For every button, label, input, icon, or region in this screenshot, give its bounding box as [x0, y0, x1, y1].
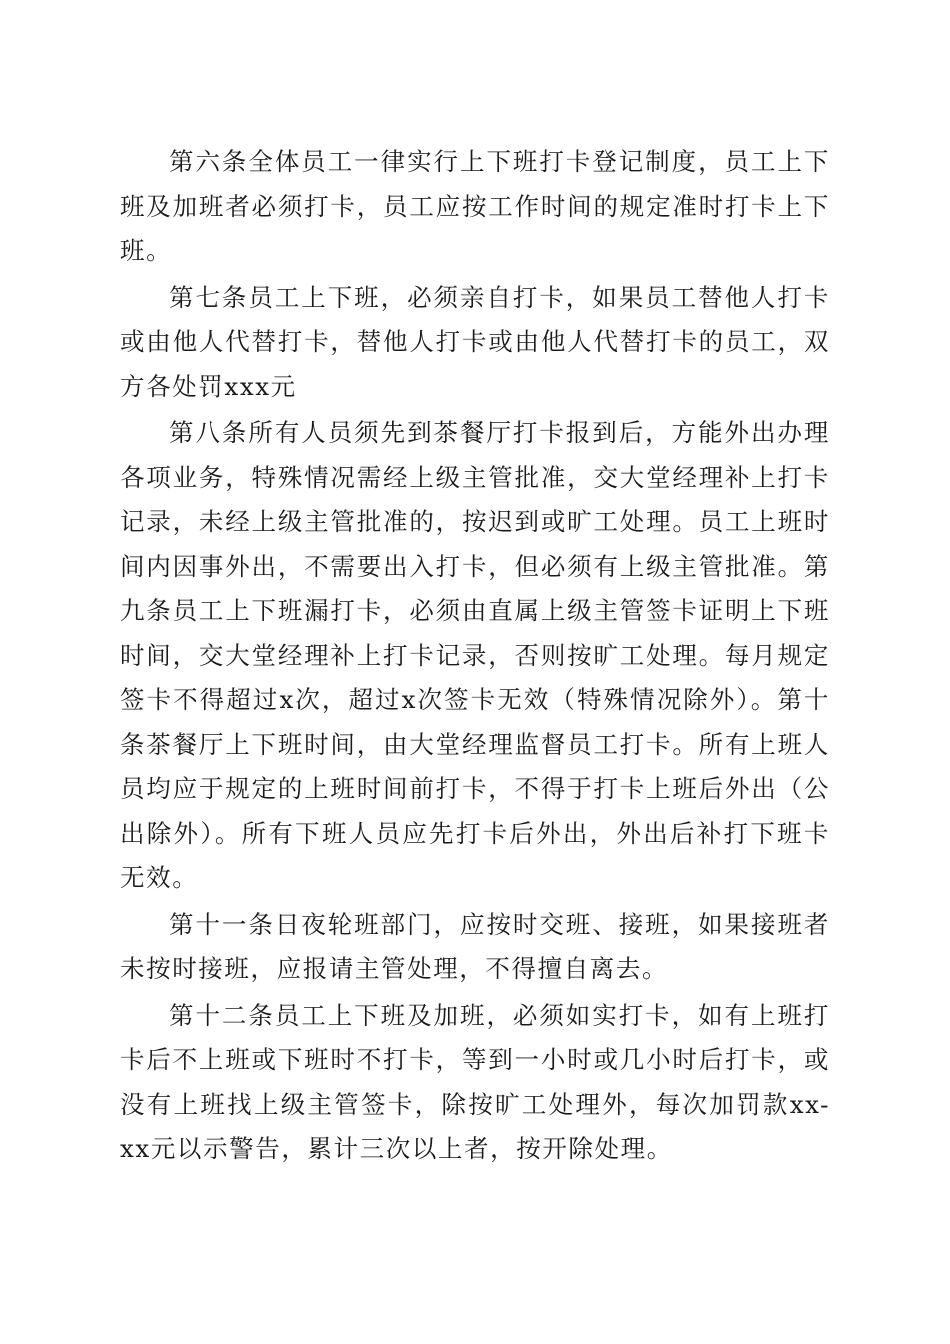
paragraph-article-11: 第十一条日夜轮班部门，应按时交班、接班，如果接班者未按时接班，应报请主管处理，不得擅自离去。 — [120, 909, 830, 983]
document-body — [120, 140, 830, 1174]
paragraph-article-7: 第七条员工上下班，必须亲自打卡，如果员工替他人打卡或由他人代替打卡，替他人打卡或由他人代替打卡的员工，双方各处罚xxx元 — [120, 282, 830, 401]
paragraph-article-8: 第八条所有人员须先到茶餐厅打卡报到后，方能外出办理各项业务，特殊情况需经上级主管批准，交大堂经理补上打卡记录，未经上级主管批准的，按迟到或旷工处理。员工上班时间内因事外出，不需要出入打卡，但必须有上级主管批准。第九条员工上下班漏打卡，必须由直属上级主管签卡证明上下班时间，交大堂经理补上打卡记录，否则按旷工处理。每月规定签卡不得超过x次，超过x次签卡无效（特殊情况除外）。第十条茶餐厅上下班时间，由大堂经理监督员工打卡。所有上班人员均应于规定的上班时间前打卡，不得于打卡上班后外出（公出除外）。所有下班人员应先打卡后外出，外出后补打下班卡无效。 — [120, 418, 830, 892]
paragraph-article-12: 第十二条员工上下班及加班，必须如实打卡，如有上班打卡后不上班或下班时不打卡，等到一小时或几小时后打卡，或没有上班找上级主管签卡，除按旷工处理外，每次加罚款xx-xx元以示警告，累计三次以上者，按开除处理。 — [120, 1000, 830, 1163]
paragraph-article-6: 第六条全体员工一律实行上下班打卡登记制度，员工上下班及加班者必须打卡，员工应按工作时间的规定准时打卡上下班。 — [120, 147, 830, 265]
